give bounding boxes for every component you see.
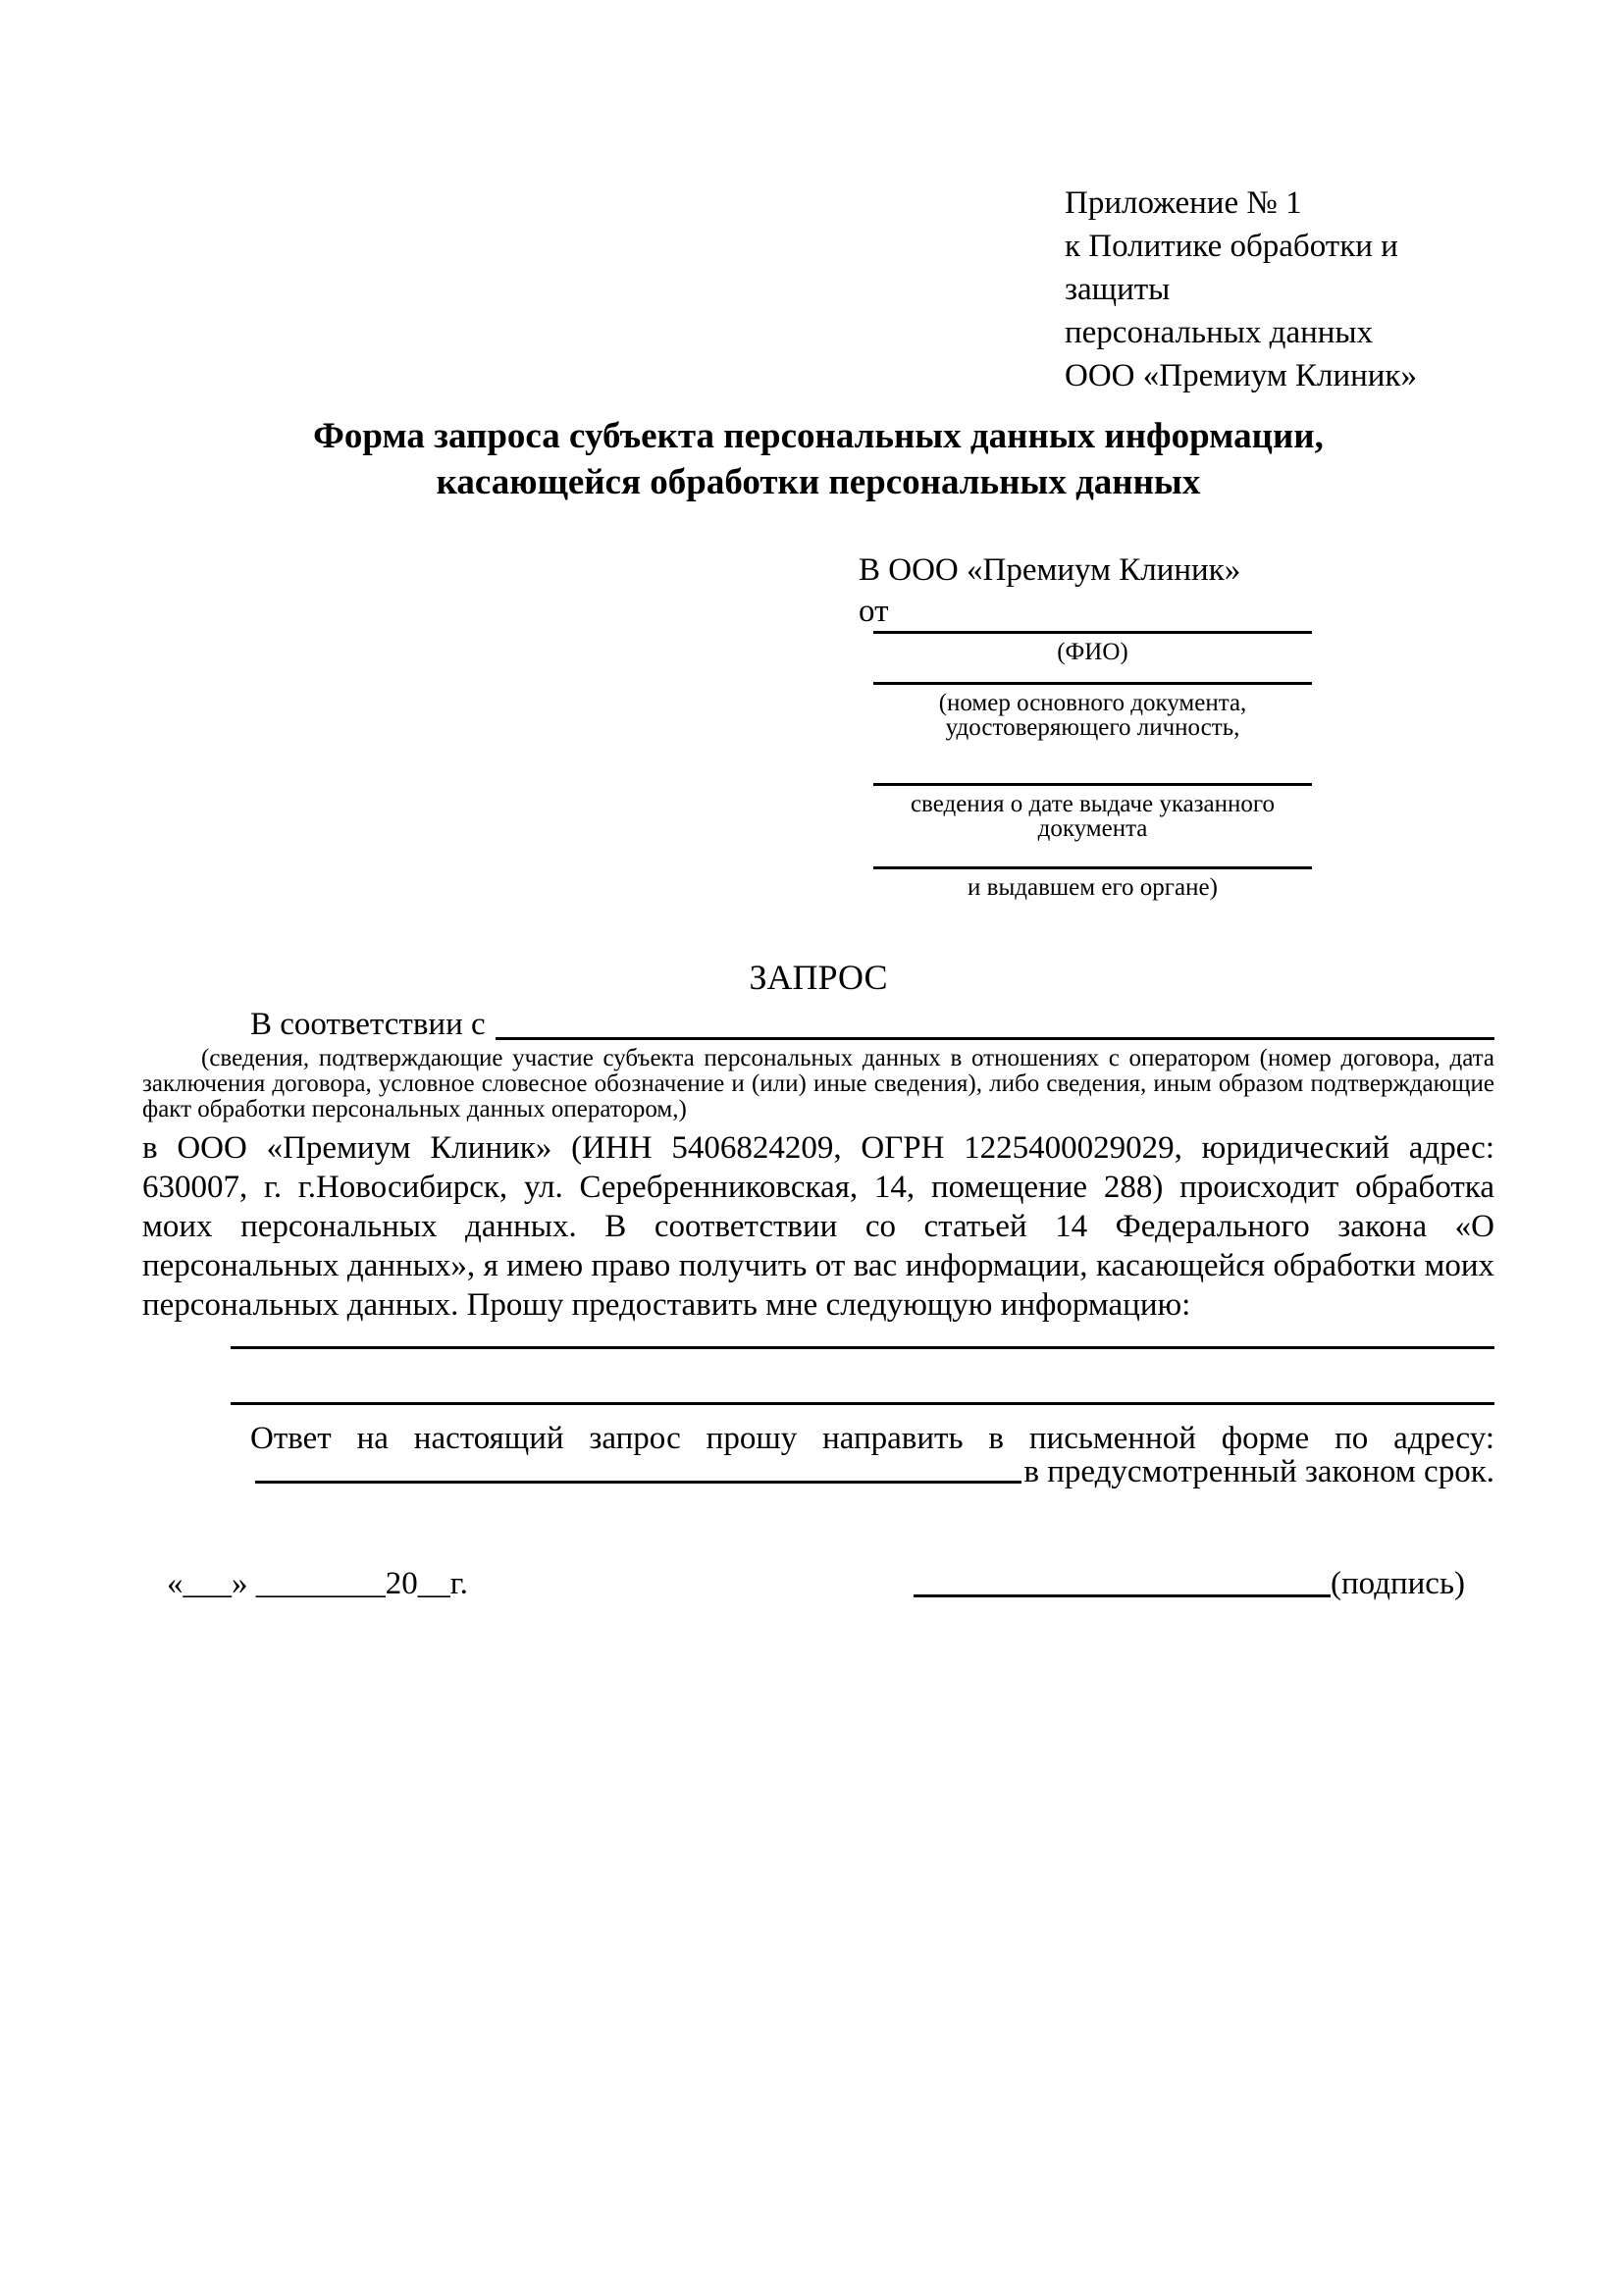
fill-caption-issue-date: сведения о дате выдаче указанного документа — [910, 791, 1276, 842]
fill-line-reply-address — [255, 1458, 1021, 1484]
signature-block — [914, 1564, 1465, 1603]
fill-line-requested-info-1 — [231, 1346, 1494, 1349]
form-title-line-1: Форма запроса субъекта персональных данных информации, — [313, 416, 1324, 456]
form-title — [142, 413, 1494, 505]
fill-line-issuing-authority — [873, 866, 1312, 869]
reply-deadline-text: в предусмотренный законом срок. — [1023, 1454, 1494, 1489]
reply-instruction-line: Ответ на настоящий запрос прошу направить в письменной форме по адресу: — [250, 1421, 1494, 1456]
appendix-block — [1065, 182, 1494, 397]
addressee-block — [142, 548, 1494, 900]
request-body-paragraph: в ООО «Премиум Клиник» (ИНН 5406824209, ОГРН 1225400029029, юридический адрес: 630007, г. г.Новосибирск, ул. Серебренниковская, 14, помещение 288) происходит обработка моих персональных данных. В соответствии со статьей 14 Федерального закона «О персональных данных», я имею право получить от вас информации, касающейся обработки моих персональных данных. Прошу предоставить мне следующую информацию: — [142, 1130, 1494, 1323]
appendix-line: ООО «Премиум Клиник» — [1065, 358, 1417, 393]
fill-caption-fio: (ФИО) — [1057, 639, 1128, 665]
addressee-to: В ООО «Премиум Клиник» — [859, 552, 1241, 588]
request-intro-note: (сведения, подтверждающие участие субъекта персональных данных в отношениях с оператором (номер договора, дата заключения договора, условное словесное обозначение и (или) иные сведения), либо сведения, иным образом подтверждающие факт обработки персональных данных оператором,) — [142, 1045, 1494, 1122]
date-blank: «___» ________20__г. — [167, 1566, 468, 1601]
signature-caption: (подпись) — [1331, 1566, 1465, 1601]
fill-line-signature — [914, 1594, 1331, 1597]
form-title-line-2: касающейся обработки персональных данных — [436, 462, 1201, 502]
request-intro-row — [142, 1005, 1494, 1044]
fill-caption-document-number: (номер основного документа, удостоверяющего личность, — [938, 690, 1247, 741]
fill-line-issue-date — [873, 783, 1312, 786]
fill-line-requested-info-2 — [231, 1402, 1494, 1405]
request-heading: ЗАПРОС — [749, 958, 888, 997]
addressee-from: от — [859, 594, 889, 629]
fill-line-relation-details — [496, 1005, 1494, 1040]
fill-line-document-number — [873, 682, 1312, 685]
appendix-line: Приложение № 1 — [1065, 185, 1302, 221]
reply-address-row — [255, 1454, 1494, 1489]
request-intro-label: В соответствии с — [250, 1007, 486, 1042]
signature-row — [142, 1564, 1494, 1603]
fill-line-fio — [873, 631, 1312, 634]
appendix-line: к Политике обработки и защиты — [1065, 229, 1398, 307]
appendix-line: персональных данных — [1065, 315, 1374, 350]
fill-caption-issuing-authority: и выдавшем его органе) — [968, 874, 1218, 901]
